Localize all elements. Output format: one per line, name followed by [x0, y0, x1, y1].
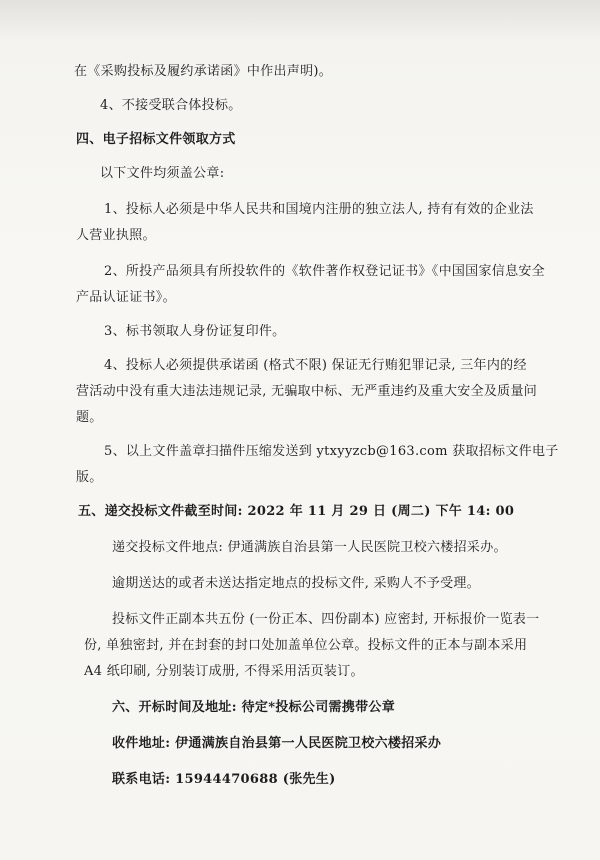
text-line: 营活动中没有重大违法违规记录, 无骗取中标、无严重违约及重大安全及质量问: [76, 384, 538, 399]
text-line: 4、不接受联合体投标。: [100, 98, 242, 113]
contact-phone: 联系电话: 15944470688 (张先生): [112, 772, 336, 787]
text-line: 在《采购投标及履约承诺函》中作出声明)。: [74, 64, 333, 79]
text-line: 以下文件均须盖公章:: [100, 166, 225, 181]
text-line: 人营业执照。: [76, 228, 156, 243]
text-line: 4、投标人必须提供承诺函 (格式不限) 保证无行贿犯罪记录, 三年内的经: [104, 358, 527, 373]
text-line: 投标文件正副本共五份 (一份正本、四份副本) 应密封, 开标报价一览表一: [112, 612, 540, 627]
scan-edge-shadow: [0, 0, 600, 40]
text-line: 逾期送达的或者未送达指定地点的投标文件, 采购人不予受理。: [112, 576, 480, 591]
text-line: 2、所投产品须具有所投软件的《软件著作权登记证书》《中国国家信息安全: [104, 264, 545, 279]
text-line: 3、标书领取人身份证复印件。: [104, 324, 286, 339]
text-line: 版。: [76, 470, 103, 485]
text-line: 题。: [76, 410, 103, 425]
text-line: 产品认证证书》。: [76, 290, 176, 305]
text-line: 5、以上文件盖章扫描件压缩发送到 ytxyyzcb@163.com 获取招标文件电子: [104, 444, 559, 459]
text-line: A4 纸印刷, 分别装订成册, 不得采用活页装订。: [84, 664, 364, 679]
receiving-address: 收件地址: 伊通满族自治县第一人民医院卫校六楼招采办: [112, 736, 442, 751]
text-line: 份, 单独密封, 并在封套的封口处加盖单位公章。投标文件的正本与副本采用: [84, 638, 528, 653]
section-heading: 四、电子招标文件领取方式: [76, 132, 236, 147]
section-heading: 六、开标时间及地址: 待定*投标公司需携带公章: [112, 700, 396, 715]
text-line: 递交投标文件地点: 伊通满族自治县第一人民医院卫校六楼招采办。: [112, 540, 507, 555]
section-heading: 五、递交投标文件截至时间: 2022 年 11 月 29 日 (周二) 下午 14: 00: [78, 504, 515, 519]
text-line: 1、投标人必须是中华人民共和国境内注册的独立法人, 持有有效的企业法: [104, 202, 534, 217]
